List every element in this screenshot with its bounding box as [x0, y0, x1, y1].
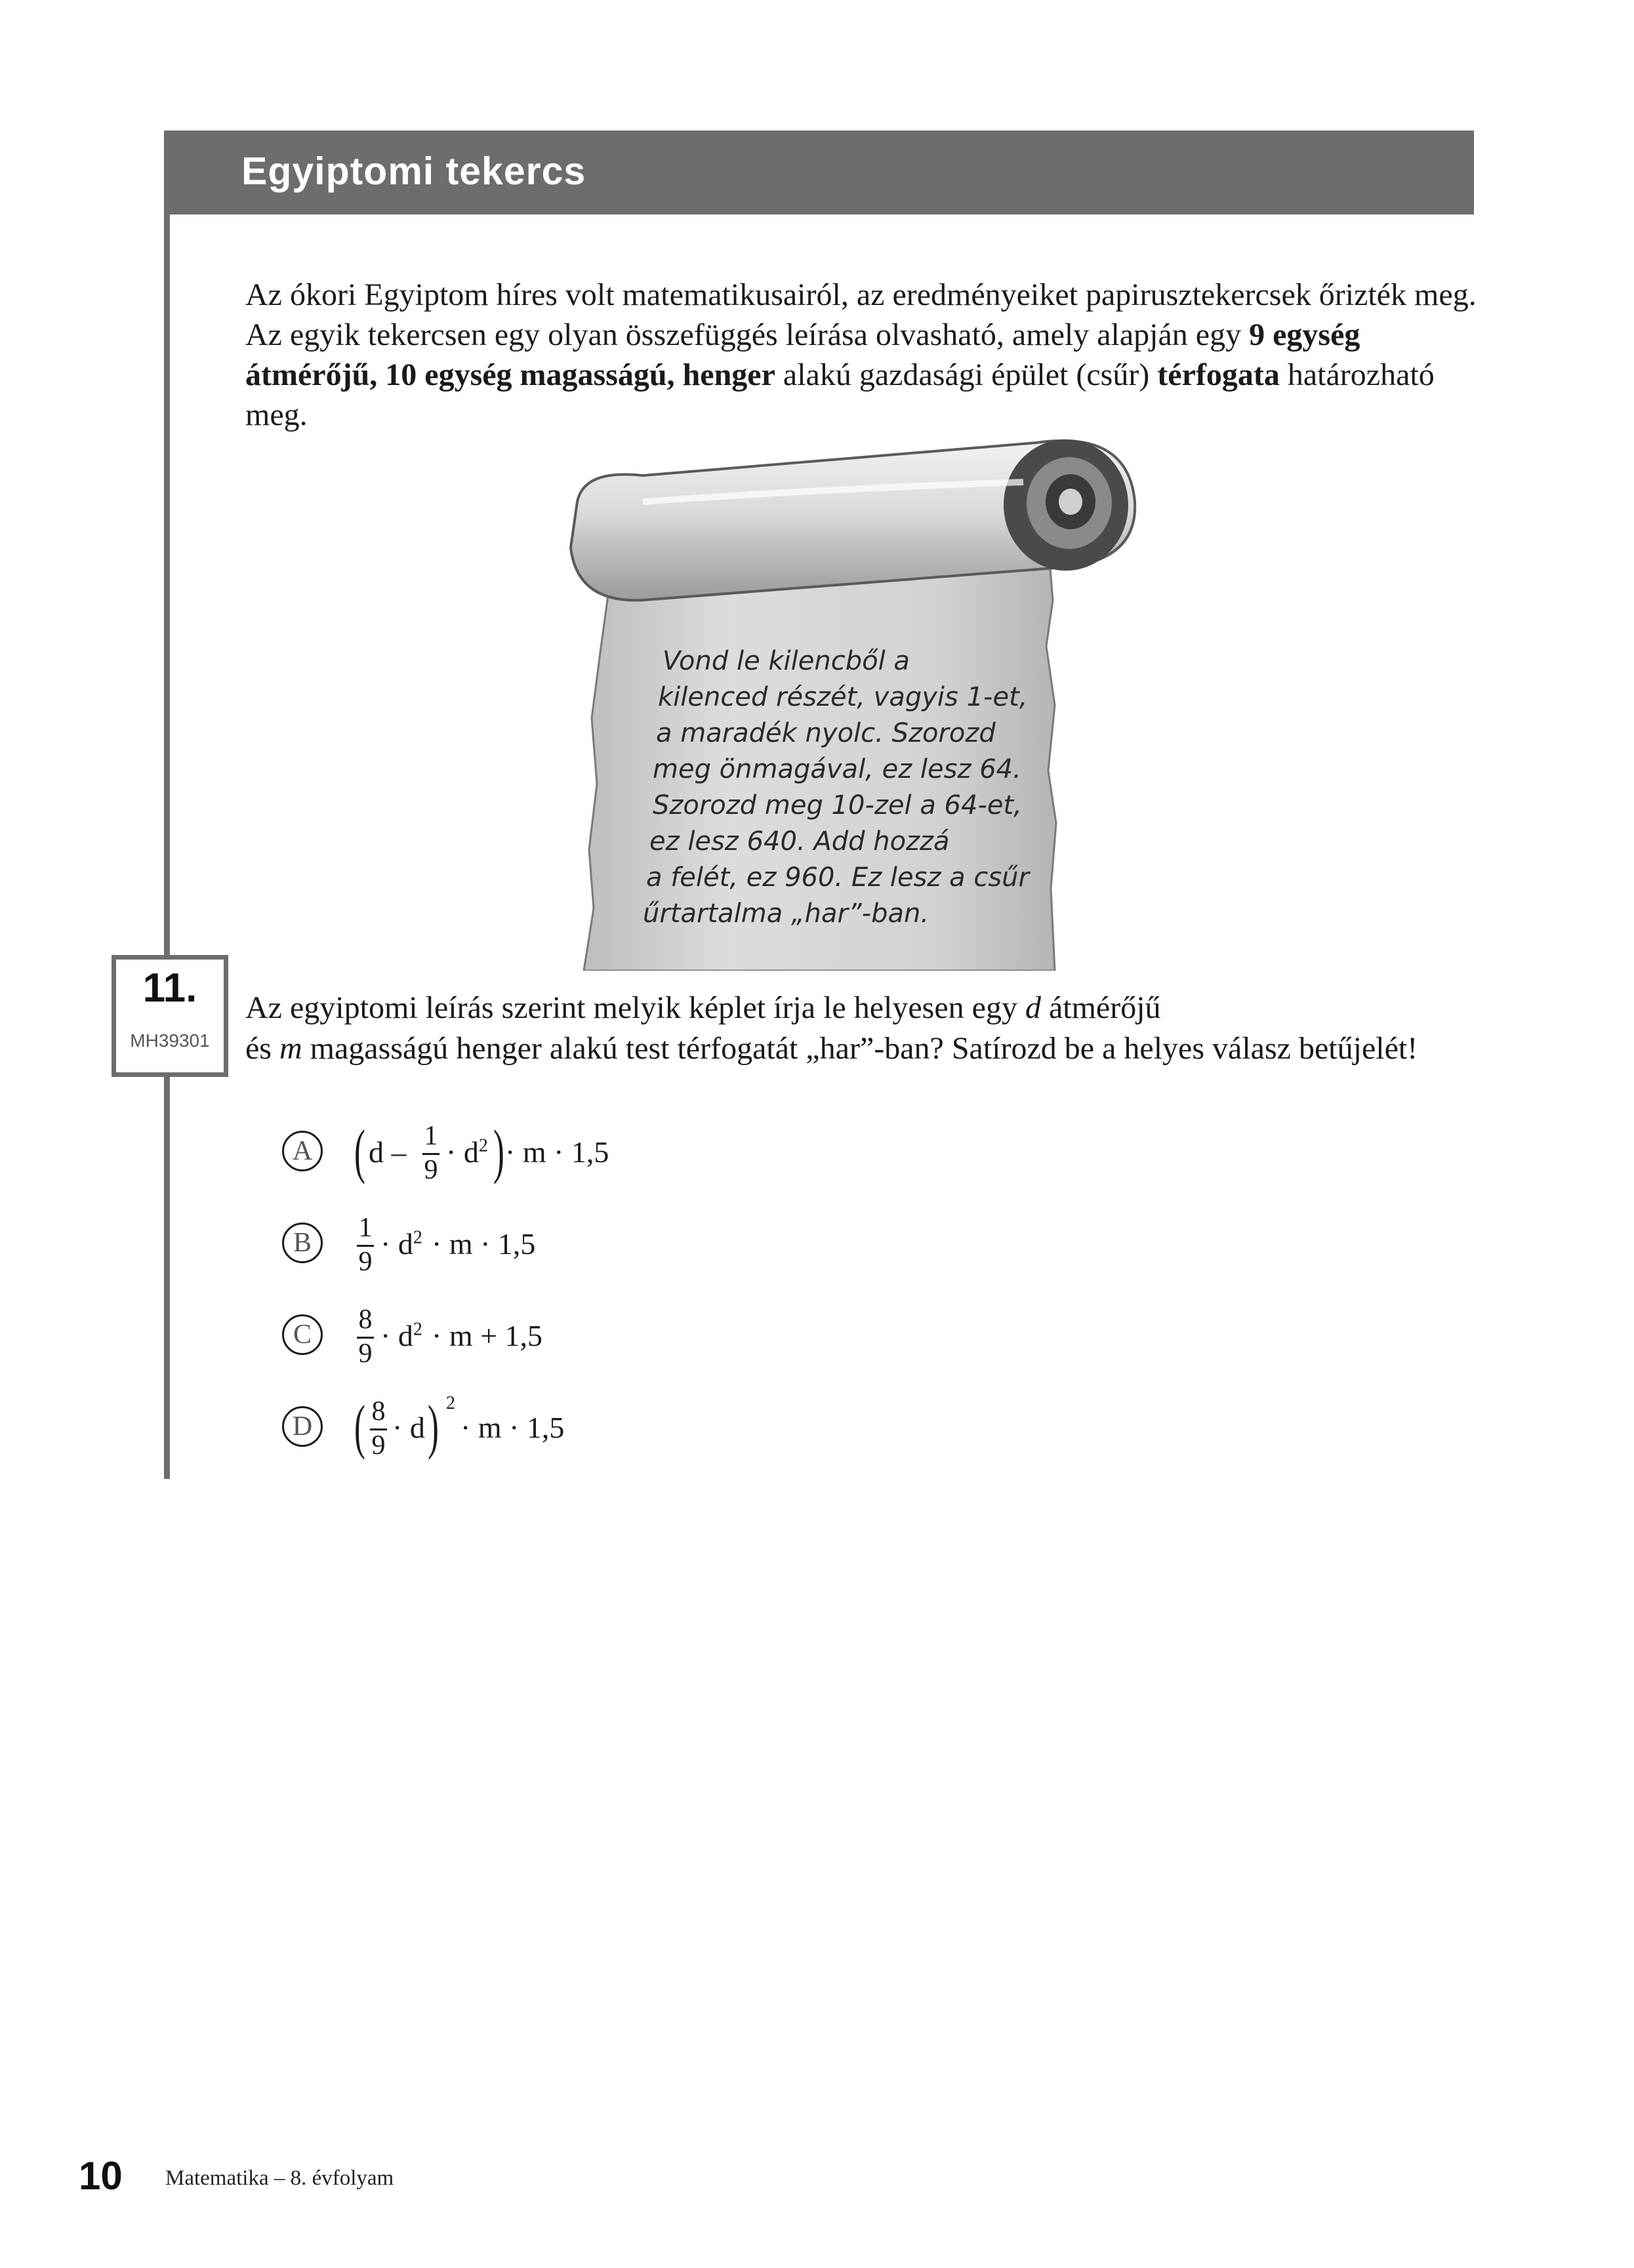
scroll-line: meg önmagával, ez lesz 64. [653, 754, 1021, 784]
intro-paragraph: Az ókori Egyiptom híres volt matematikusairól, az eredményeiket papirusztekercsek őrizték meg. Az egyik tekercsen egy olyan összefüggés leírása olvasható, amely alapján egy 9 egység átmérőjű, 10 egység magasságú, henger alakú gazdasági épület (csűr) térfogata határozható meg. [245, 277, 1477, 432]
question-text: Az egyiptomi leírás szerint melyik képlet írja le helyesen egy d átmérőjű és m magasságú henger alakú test térfogatát „har”-ban? Satírozd be a helyes válasz betűjelét! [245, 990, 1418, 1066]
option-c-bubble[interactable]: C [282, 1314, 323, 1355]
option-c[interactable]: C 8 9 · $d^2$ · m + 1,5 [282, 1304, 1069, 1376]
option-a-bubble[interactable]: A [282, 1131, 323, 1171]
section-banner [164, 131, 1474, 214]
page-number: 10 [79, 2154, 123, 2198]
section-title: Egyiptomi tekercs [241, 150, 586, 193]
scroll-line: a felét, ez 960. Ez lesz a csűr [646, 862, 1029, 893]
option-d-bubble[interactable]: D [282, 1406, 323, 1447]
scroll-line: ez lesz 640. Add hozzá [649, 826, 950, 857]
footer-subject: Matematika – 8. évfolyam [165, 2166, 394, 2190]
scroll-line: Vond le kilencből a [663, 646, 910, 676]
papyrus-scroll-illustration [564, 430, 1154, 971]
scroll-line: a maradék nyolc. Szorozd [656, 718, 996, 748]
task-code: MH39301 [130, 1030, 210, 1051]
option-b-bubble[interactable]: B [282, 1223, 323, 1263]
intro-bold-1: 9 egység átmérőjű, 10 egység magasságú, henger [245, 317, 1360, 392]
option-b[interactable]: B 1 9 · $d^2$ · m · 1,5 [282, 1212, 1069, 1284]
section-left-rule [164, 214, 170, 1479]
option-a[interactable]: A ( d – 1 9 · $d^2$ ) · m · 1,5 [282, 1120, 1069, 1192]
scroll-line: kilenced részét, vagyis 1-et, [658, 682, 1028, 712]
task-number: 11. [142, 965, 197, 1011]
option-d[interactable]: D ( 8 9 · d ) 2 · m · 1,5 [282, 1396, 1069, 1468]
scroll-line: Szorozd meg 10-zel a 64-et, [653, 790, 1022, 820]
intro-bold-2: térfogata [1157, 357, 1280, 392]
scroll-line: űrtartalma „har”-ban. [643, 899, 929, 929]
task-number-box [112, 955, 228, 1077]
